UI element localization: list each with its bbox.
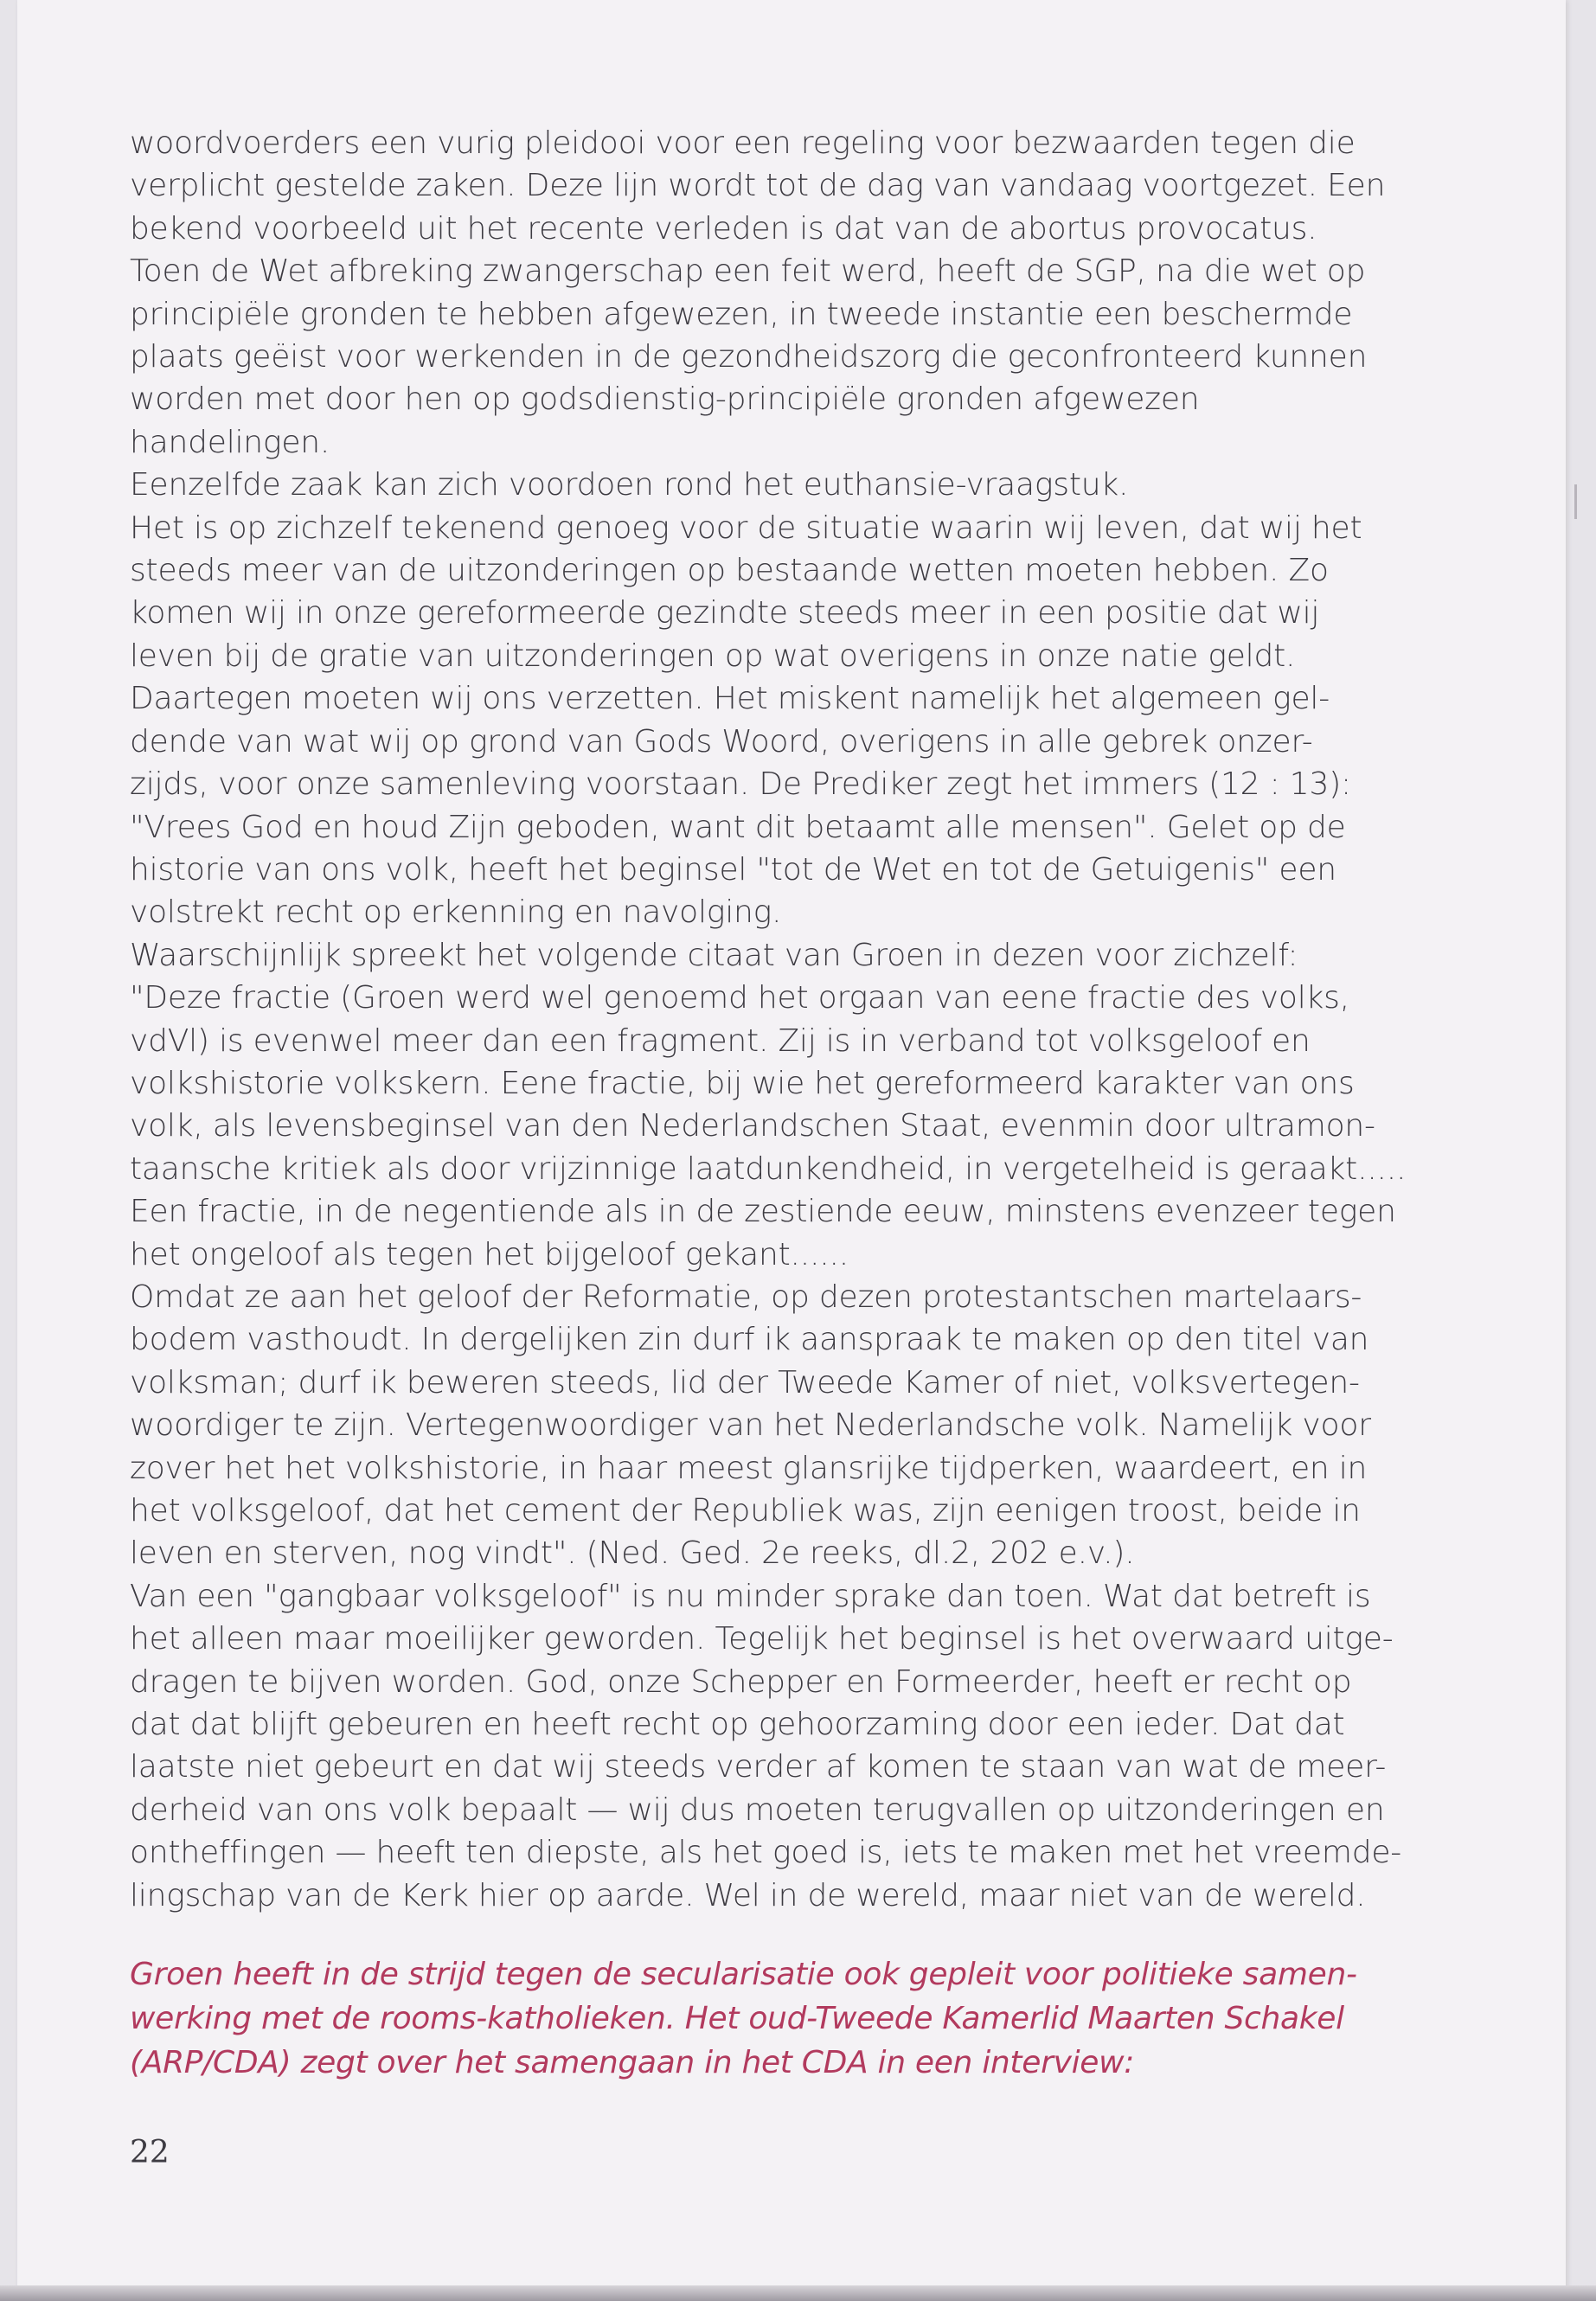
body-line: dat dat blijft gebeuren en heeft recht op gehoorzaming door een ieder. Dat dat xyxy=(130,1707,1345,1743)
body-line: taansche kritiek als door vrijzinnige laatdunkendheid, in vergetelheid is geraakt..... xyxy=(130,1150,1407,1187)
body-line: vdVl) is evenwel meer dan een fragment. Zij is in verband tot volksgeloof en xyxy=(130,1022,1311,1059)
body-line: het ongeloof als tegen het bijgeloof gekant...... xyxy=(130,1236,849,1272)
body-line: volksman; durf ik beweren steeds, lid der Tweede Kamer of niet, volksvertegen- xyxy=(130,1364,1360,1400)
body-line: bodem vasthoudt. In dergelijken zin durf ik aanspraak te maken op den titel van xyxy=(130,1322,1369,1358)
body-line: "Deze fractie (Groen werd wel genoemd het orgaan van eene fractie des volks, xyxy=(130,980,1349,1016)
body-line: Toen de Wet afbreking zwangerschap een feit werd, heeft de SGP, na die wet op xyxy=(130,253,1366,290)
body-line: steeds meer van de uitzonderingen op bestaande wetten moeten hebben. Zo xyxy=(130,553,1329,589)
body-line: derheid van ons volk bepaalt — wij dus moeten terugvallen op uitzonderingen en xyxy=(130,1791,1385,1828)
body-line: handelingen. xyxy=(130,424,330,460)
body-line: volkshistorie volkskern. Eene fractie, bij wie het gereformeerd karakter van ons xyxy=(130,1065,1355,1101)
body-line: het volksgeloof, dat het cement der Republiek was, zijn eenigen troost, beide in xyxy=(130,1493,1361,1529)
body-line: woordiger te zijn. Vertegenwoordiger van het Nederlandsche volk. Namelijk voor xyxy=(130,1407,1371,1444)
question-line: (ARP/CDA) zegt over het samengaan in het CDA in een interview: xyxy=(130,2045,1135,2080)
body-line: zijds, voor onze samenleving voorstaan. De Prediker zegt het immers (12 : 13): xyxy=(130,766,1351,803)
body-line: volstrekt recht op erkenning en navolging. xyxy=(130,894,782,931)
body-line: Omdat ze aan het geloof der Reformatie, op dezen protestantschen martelaars- xyxy=(130,1279,1362,1315)
body-line: leven bij de gratie van uitzonderingen op wat overigens in onze natie geldt. xyxy=(130,638,1296,674)
body-line: volk, als levensbeginsel van den Nederlandschen Staat, evenmin door ultramon- xyxy=(130,1108,1375,1144)
body-text xyxy=(130,122,1445,1917)
body-line: zover het het volkshistorie, in haar meest glansrijke tijdperken, waardeert, en in xyxy=(130,1450,1368,1486)
body-line: lingschap van de Kerk hier op aarde. Wel in de wereld, maar niet van de wereld. xyxy=(130,1877,1366,1913)
body-line: dende van wat wij op grond van Gods Woord, overigens in alle gebrek onzer- xyxy=(130,723,1313,760)
body-line: plaats geëist voor werkenden in de gezondheidszorg die geconfronteerd kunnen xyxy=(130,339,1368,375)
body-line: Van een "gangbaar volksgeloof" is nu minder sprake dan toen. Wat dat betreft is xyxy=(130,1578,1371,1614)
body-line: principiële gronden te hebben afgewezen, in tweede instantie een beschermde xyxy=(130,296,1353,332)
body-line: komen wij in onze gereformeerde gezindte steeds meer in een positie dat wij xyxy=(130,595,1320,631)
question-line: Groen heeft in de strijd tegen de secularisatie ook gepleit voor politieke samen- xyxy=(130,1957,1357,1992)
body-line: Eenzelfde zaak kan zich voordoen rond het euthansie-vraagstuk. xyxy=(130,467,1129,503)
body-line: Waarschijnlijk spreekt het volgende citaat van Groen in dezen voor zichzelf: xyxy=(130,937,1298,973)
body-line: het alleen maar moeilijker geworden. Tegelijk het beginsel is het overwaard uitge- xyxy=(130,1621,1394,1657)
question-line: werking met de rooms-katholieken. Het oud-Tweede Kamerlid Maarten Schakel xyxy=(130,2001,1344,2036)
body-line: Een fractie, in de negentiende als in de zestiende eeuw, minstens evenzeer tegen xyxy=(130,1194,1396,1230)
body-line: "Vrees God en houd Zijn geboden, want dit betaamt alle mensen". Gelet op de xyxy=(130,809,1346,845)
body-line: leven en sterven, nog vindt". (Ned. Ged. 2e reeks, dl.2, 202 e.v.). xyxy=(130,1535,1135,1572)
body-line: woordvoerders een vurig pleidooi voor een regeling voor bezwaarden tegen die xyxy=(130,125,1356,161)
body-line: dragen te bijven worden. God, onze Schepper en Formeerder, heeft er recht op xyxy=(130,1663,1352,1700)
body-line: worden met door hen op godsdienstig-principiële gronden afgewezen xyxy=(130,381,1200,418)
body-line: bekend voorbeeld uit het recente verleden is dat van de abortus provocatus. xyxy=(130,210,1317,247)
body-line: historie van ons volk, heeft het beginsel "tot de Wet en tot de Getuigenis" een xyxy=(130,851,1336,888)
page-bottom-edge xyxy=(0,2285,1596,2301)
body-line: Het is op zichzelf tekenend genoeg voor de situatie waarin wij leven, dat wij het xyxy=(130,510,1362,546)
body-line: ontheffingen — heeft ten diepste, als het goed is, iets te maken met het vreemde- xyxy=(130,1835,1402,1871)
body-line: Daartegen moeten wij ons verzetten. Het miskent namelijk het algemeen gel- xyxy=(130,681,1330,717)
page-number: 22 xyxy=(130,2135,170,2170)
page-edge-mark xyxy=(1574,484,1577,519)
body-line: verplicht gestelde zaken. Deze lijn wordt tot de dag van vandaag voortgezet. Een xyxy=(130,168,1386,204)
body-line: laatste niet gebeurt en dat wij steeds verder af komen te staan van wat de meer- xyxy=(130,1749,1387,1785)
interview-question xyxy=(130,1952,1445,2085)
